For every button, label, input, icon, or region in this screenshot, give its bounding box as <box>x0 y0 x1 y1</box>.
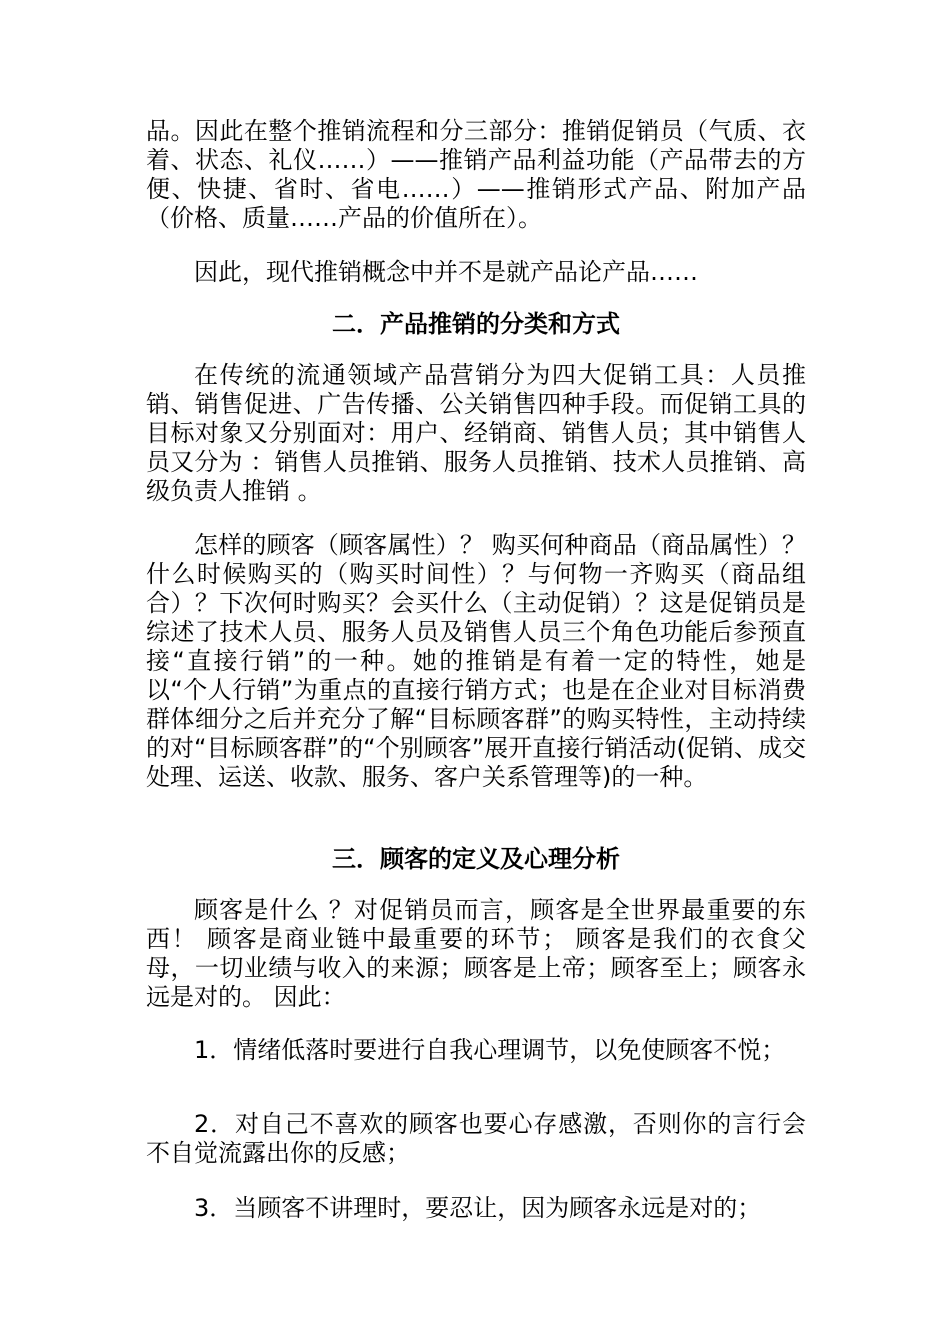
paragraph-customer-attributes: 怎样的顾客（顾客属性）？ 购买何种商品（商品属性）？ 什么时候购买的（购买时间性）？与何物一齐购买（商品组合）？下次何时购买？会买什么（主动促销）？这是促销员是综述了技术人员、服务人员及销售人员三个角色功能后参预直接“直接行销”的一种。她的推销是有着一定的特性，她是以“个人行销”为重点的直接行销方式；也是在企业对目标消费群体细分之后并充分了解“目标顾客群”的购买特性，主动持续的对“目标顾客群”的“个别顾客”展开直接行销活动(促销、成交处理、运送、收款、服务、客户关系管理等)的一种。 <box>146 531 806 791</box>
section-heading-2: 二．产品推销的分类和方式 <box>332 310 620 338</box>
paragraph-modern-concept: 因此，现代推销概念中并不是就产品论产品…… <box>194 258 698 286</box>
document-page <box>146 0 806 1344</box>
paragraph-promotion-parts: 品。因此在整个推销流程和分三部分：推销促销员（气质、衣着、状态、礼仪……）——推销产品利益功能（产品带去的方便、快捷、省时、省电……）——推销形式产品、附加产品（价格、质量……产品的价值所在）。 <box>146 117 806 232</box>
section-heading-3: 三．顾客的定义及心理分析 <box>332 845 620 873</box>
list-item-3: 3．当顾客不讲理时，要忍让，因为顾客永远是对的； <box>194 1194 762 1222</box>
paragraph-promotion-tools: 在传统的流通领域产品营销分为四大促销工具：人员推销、销售促进、广告传播、公关销售四种手段。而促销工具的目标对象又分别面对：用户、经销商、销售人员；其中销售人员又分为 ：销售人员推销、服务人员推销、技术人员推销、高级负责人推销 。 <box>146 361 806 505</box>
list-item-1: 1．情绪低落时要进行自我心理调节，以免使顾客不悦； <box>194 1036 786 1064</box>
list-item-2: 2．对自己不喜欢的顾客也要心存感激，否则你的言行会不自觉流露出你的反感； <box>146 1110 806 1167</box>
paragraph-customer-definition: 顾客是什么 ？对促销员而言，顾客是全世界最重要的东西！ 顾客是商业链中最重要的环节； 顾客是我们的衣食父母，一切业绩与收入的来源；顾客是上帝；顾客至上；顾客永远是对的。 因此： <box>146 896 806 1011</box>
